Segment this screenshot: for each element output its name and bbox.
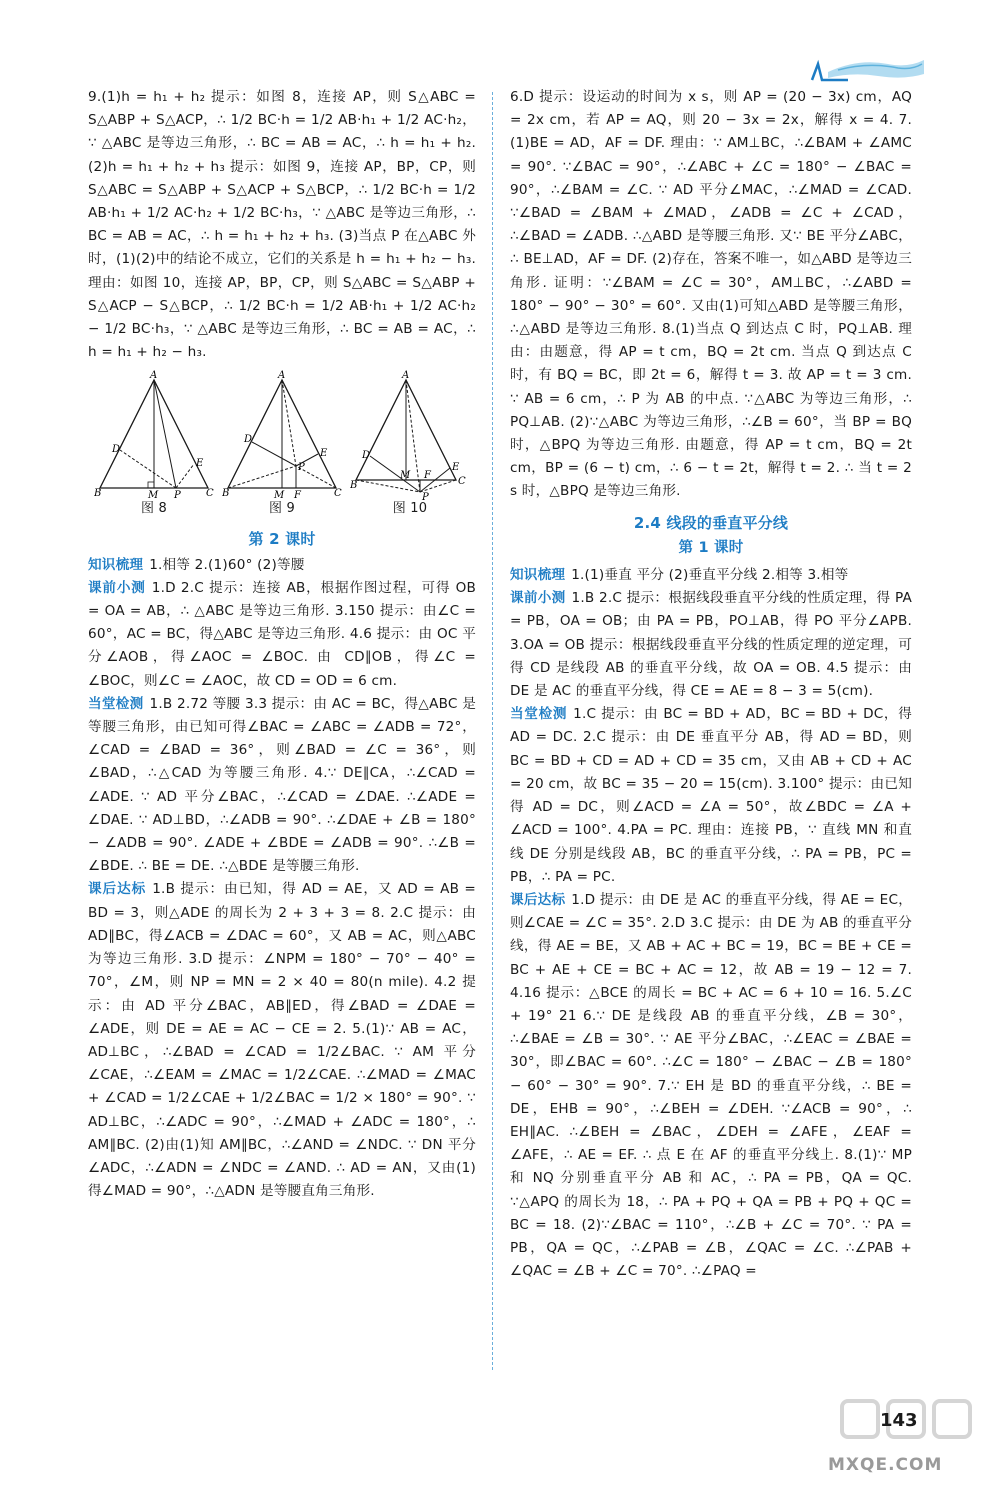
left-column xyxy=(88,86,476,1203)
svg-text:A: A xyxy=(150,370,158,382)
figure-9-caption: 图 9 xyxy=(268,501,295,517)
svg-text:C: C xyxy=(458,476,466,488)
knowledge-review-2 xyxy=(510,564,912,587)
answers-6-8: 6.D 提示：设运动的时间为 x s，则 AP = (20 − 3x) cm，AQ = 2x cm，若 AP = AQ，则 20 − 3x = 2x，解得 x = 4. 7.(1)BE = AD，AF = DF. 理由：∵ AM⊥BC，∴∠BAM + ∠AMC = 90°. ∵∠BAC = 90°，∴∠ABC + ∠C = 180° − ∠BAC = 90°，∴∠BAM = ∠C. ∵ AD 平分∠MAC，∴∠MAD = ∠CAD. ∵∠BAD = ∠BAM + ∠MAD，∠ADB = ∠C + ∠CAD，∴∠BAD = ∠ADB. ∴△ABD 是等腰三角形. 又∵ BE 平分∠ABC，∴ BE⊥AD，AF = DF. (2)存在，答案不唯一，如△ABD 是等边三角形. 证明：∵∠BAM = ∠C = 30°，AM⊥BC，∴∠ABD = 180° − 90° − 30° = 60°. 又由(1)可知△ABD 是等腰三角形，∴△ABD 是等边三角形. 8.(1)当点 Q 到达点 C 时，PQ⊥AB. 理由：由题意，得 AP = t cm，BQ = 2t cm. 当点 Q 到达点 C 时，有 BQ = BC，即 2t = 6，解得 t = 3. 故 AP = t = 3 cm. ∵ AB = 6 cm，∴ P 为 AB 的中点. ∵△ABC 为等边三角形，∴ PQ⊥AB. (2)∵△ABC 为等边三角形，∴∠B = 60°，当 BP = BQ 时，△BPQ 为等边三角形. 由题意，得 AP = t cm，BQ = 2t cm，BP = (6 − t) cm，∴ 6 − t = 2t，解得 t = 2. ∴ 当 t = 2 s 时，△BPQ 是等边三角形. xyxy=(510,89,912,500)
svg-text:C: C xyxy=(334,488,342,500)
figure-8-caption: 图 8 xyxy=(140,501,167,517)
after-class-practice-label: 课后达标 xyxy=(88,881,147,898)
pre-class-quiz-2-label: 课前小测 xyxy=(510,590,566,607)
knowledge-review-2-label: 知识梳理 xyxy=(510,567,566,584)
page-number: 143 xyxy=(880,1410,918,1431)
in-class-check xyxy=(88,693,476,879)
right-column xyxy=(510,86,912,1283)
svg-text:D: D xyxy=(244,434,253,446)
section-title-2-4: 2.4 线段的垂直平分线 xyxy=(633,513,789,532)
svg-text:M: M xyxy=(148,490,159,501)
after-class-practice-2 xyxy=(510,889,912,1283)
figure-10 xyxy=(350,370,470,520)
header-wave-decoration xyxy=(808,50,928,86)
svg-text:M: M xyxy=(274,490,285,501)
svg-text:A: A xyxy=(278,370,286,382)
svg-text:B: B xyxy=(94,488,102,500)
in-class-check-text: 1.B 2.72 等腰 3.3 提示：由 AC = BC，得△ABC 是等腰三角形，由已知可得∠BAC = ∠ABC = ∠ADB = 72°，∠CAD = ∠BAD = 36°，则∠BAD = ∠C = 36°，则∠BAD，∴△CAD 为等腰三角形. 4.∵ DE∥CA，∴∠CAD = ∠ADE. ∵ AD 平分∠BAC，∴∠CAD = ∠DAE. ∴∠ADE = ∠DAE. ∵ AD⊥BD，∴∠ADB = 90°. ∴∠DAE + ∠B = 180° − ∠ADB = 90°. ∠ADE + ∠BDE = ∠ADB = 90°. ∴∠B = ∠BDE. ∴ BE = DE. ∴△BDE 是等腰三角形. xyxy=(88,695,476,875)
pre-class-quiz-label: 课前小测 xyxy=(88,579,146,596)
svg-text:F: F xyxy=(294,490,302,501)
svg-text:F: F xyxy=(424,470,432,482)
in-class-check-2 xyxy=(510,703,912,889)
pre-class-quiz-text: 1.D 2.C 提示：连接 AB，根据作图过程，可得 OB = OA = AB，∴ △ABC 是等边三角形. 3.150 提示：由∠C = 60°，AC = BC，得△ABC 是等边三角形. 4.6 提示：由 OC 平分∠AOB，得∠AOC = ∠BOC. 由 CD∥OB，得∠C = ∠BOC，则∠C = ∠AOC，故 CD = OD = 6 cm. xyxy=(88,579,476,689)
svg-text:P: P xyxy=(174,490,181,501)
svg-text:C: C xyxy=(206,488,214,500)
svg-text:D: D xyxy=(112,444,121,456)
knowledge-review-label: 知识梳理 xyxy=(88,556,144,573)
figure-8 xyxy=(94,370,214,520)
svg-text:D: D xyxy=(362,450,371,462)
pre-class-quiz-2 xyxy=(510,587,912,703)
figure-10-caption: 图 10 xyxy=(392,501,428,517)
knowledge-review-text: 1.相等 2.(1)60° (2)等腰 xyxy=(149,556,305,573)
section-subtitle-lesson-1: 第 1 课时 xyxy=(678,539,744,556)
pre-class-quiz-2-text: 1.B 2.C 提示：根据线段垂直平分线的性质定理，得 PA = PB，OA = OB；由 PA = PB，PO⊥AB，得 PO 平分∠APB. 3.OA = OB 提示：根据线段垂直平分线的性质定理的逆定理，可得 CD 是线段 AB 的垂直平分线，故 OA = OB. 4.5 提示：由 DE 是 AC 的垂直平分线，得 CE = AE = 8 − 3 = 5(cm). xyxy=(510,590,912,700)
figure-9 xyxy=(222,370,342,520)
after-class-practice-2-label: 课后达标 xyxy=(510,891,566,908)
figure-8-triangle xyxy=(94,370,214,500)
in-class-check-2-label: 当堂检测 xyxy=(510,706,568,723)
svg-text:B: B xyxy=(222,488,230,500)
knowledge-review-2-text: 1.(1)垂直 平分 (2)垂直平分线 2.相等 3.相等 xyxy=(571,567,849,584)
svg-text:E: E xyxy=(196,458,204,470)
svg-text:E: E xyxy=(452,462,460,474)
column-divider xyxy=(492,92,493,1370)
svg-text:M: M xyxy=(400,470,411,482)
after-class-practice-text: 1.B 提示：由已知，得 AD = AE，又 AD = AB = BD = 3，则△ADE 的周长为 2 + 3 + 3 = 8. 2.C 提示：由 AD∥BC，得∠ACB = ∠DAC = 60°，又 AB = AC，则△ABC 为等边三角形. 3.D 提示：∠NPM = 180° − 70° − 40° = 70°，∠M，则 NP = MN = 2 × 40 = 80(n mile). 4.2 提示：由 AD 平分∠BAC，AB∥ED，得∠BAD = ∠DAE = ∠ADE，则 DE = AE = AC − CE = 2. 5.(1)∵ AB = AC，AD⊥BC，∴∠BAD = ∠CAD = 1/2∠BAC. ∵ AM 平分∠CAE，∴∠EAM = ∠MAC = 1/2∠CAE. ∴∠MAD = ∠MAC + ∠CAD = 1/2∠CAE + 1/2∠BAC = 1/2 × 180° = 90°. ∵ AD⊥BC，∴∠ADC = 90°，∴∠MAD + ∠ADC = 180°，∴ AM∥BC. (2)由(1)知 AM∥BC，∴∠AND = ∠NDC. ∵ DN 平分∠ADC，∴∠ADN = ∠NDC = ∠AND. ∴ AD = AN，又由(1)得∠MAD = 90°，∴△ADN 是等腰直角三角形. xyxy=(88,881,476,1200)
in-class-check-2-text: 1.C 提示：由 BC = BD + AD，BC = BD + DC，得 AD = DC. 2.C 提示：由 DE 垂直平分 AB，得 AD = BD，则 BC = BD + CD = AD + CD = 35 cm，又由 AB + CD + AC = 20 cm，故 BC = 35 − 20 = 15(cm). 3.100° 提示：由已知得 AD = DC，则∠ACD = ∠A = 50°，故∠BDC = ∠A + ∠ACD = 100°. 4.PA = PC. 理由：连接 PB，∵ 直线 MN 和直线 DE 分别是线段 AB，BC 的垂直平分线，∴ PA = PB，PC = PB，∴ PA = PC. xyxy=(510,706,912,885)
knowledge-review xyxy=(88,554,476,577)
after-class-practice xyxy=(88,878,476,1203)
section-title-lesson-2: 第 2 课时 xyxy=(248,530,316,549)
figure-9-triangle xyxy=(222,370,342,500)
answer-9: 9.(1)h = h₁ + h₂ 提示：如图 8，连接 AP，则 S△ABC = S△ABP + S△ACP，∴ 1/2 BC·h = 1/2 AB·h₁ + 1/2 AC·h₂，∵ △ABC 是等边三角形，∴ BC = AB = AC，∴ h = h₁ + h₂. (2)h = h₁ + h₂ + h₃ 提示：如图 9，连接 AP，BP，CP，则 S△ABC = S△ABP + S△ACP + S△BCP，∴ 1/2 BC·h = 1/2 AB·h₁ + 1/2 AC·h₂ + 1/2 BC·h₃，∵ △ABC 是等边三角形，∴ BC = AB = AC，∴ h = h₁ + h₂ + h₃. (3)当点 P 在△ABC 外时，(1)(2)中的结论不成立，它们的关系是 h = h₁ + h₂ − h₃. 理由：如图 10，连接 AP，BP，CP，则 S△ABC = S△ABP + S△ACP − S△BCP，∴ 1/2 BC·h = 1/2 AB·h₁ + 1/2 AC·h₂ − 1/2 BC·h₃，∵ △ABC 是等边三角形，∴ BC = AB = AC，∴ h = h₁ + h₂ − h₃. xyxy=(88,89,476,361)
svg-text:P: P xyxy=(298,462,305,474)
figure-row xyxy=(88,370,476,520)
svg-text:E: E xyxy=(320,448,328,460)
pre-class-quiz xyxy=(88,577,476,693)
svg-text:B: B xyxy=(350,480,358,492)
after-class-practice-2-text: 1.D 提示：由 DE 是 AC 的垂直平分线，得 AE = EC，则∠CAE = ∠C = 35°. 2.D 3.C 提示：由 DE 为 AB 的垂直平分线，得 AE = BE，又 AB + AC + BC = 19，BC = BE + CE = BC + AE + CE = BC + AC = 12，故 AB = 19 − 12 = 7. 4.16 提示：△BCE 的周长 = BC + AC = 6 + 10 = 16. 5.∠C + 19° 21 6.∵ DE 是线段 AB 的垂直平分线，∠B = 30°，∴∠BAE = ∠B = 30°. ∵ AE 平分∠BAC，∴∠EAC = ∠BAE = 30°，即∠BAC = 60°. ∴∠C = 180° − ∠BAC − ∠B = 180° − 60° − 30° = 90°. 7.∵ EH 是 BD 的垂直平分线，∴ BE = DE，EHB = 90°，∴∠BEH = ∠DEH. ∵∠ACB = 90°，∴ EH∥AC. ∴∠BEH = ∠BAC，∠DEH = ∠AFE，∠EAF = ∠AFE，∴ AE = EF. ∴ 点 E 在 AF 的垂直平分线上. 8.(1)∵ MP 和 NQ 分别垂直平分 AB 和 AC，∴ PA = PB，QA = QC. ∵△APQ 的周长为 18，∴ PA + PQ + QA = PB + PQ + QC = BC = 18. (2)∵∠BAC = 110°，∴∠B + ∠C = 70°. ∵ PA = PB，QA = QC，∴∠PAB = ∠B，∠QAC = ∠C. ∴∠PAB + ∠QAC = ∠B + ∠C = 70°. ∴∠PAQ = xyxy=(510,891,912,1280)
svg-text:A: A xyxy=(402,370,410,382)
figure-10-triangle xyxy=(350,370,470,500)
watermark-text: MXQE.COM xyxy=(828,1455,943,1475)
in-class-check-label: 当堂检测 xyxy=(88,695,144,712)
svg-text:P: P xyxy=(422,492,429,501)
